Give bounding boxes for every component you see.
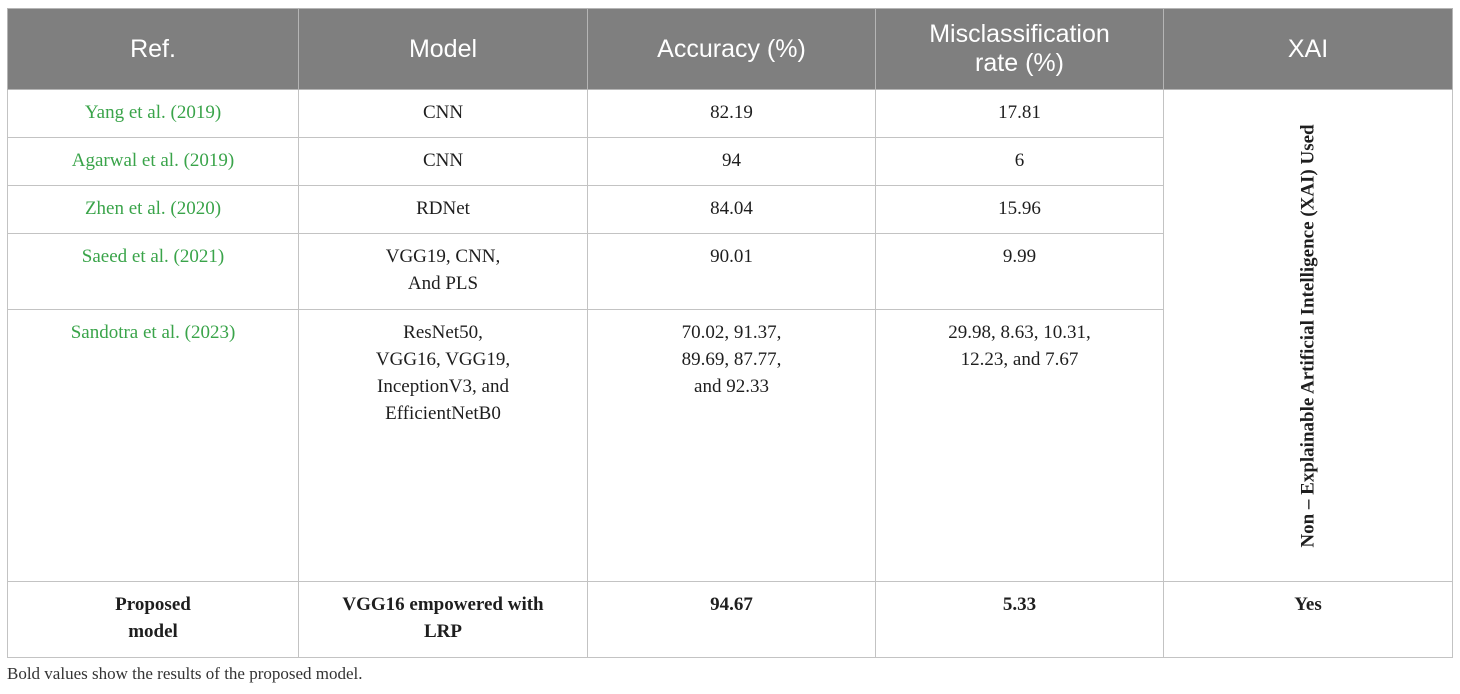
model-cell	[299, 90, 588, 138]
accuracy-line: 89.69, 87.77,	[681, 349, 782, 370]
proposed-misclass: 5.33	[876, 582, 1164, 658]
accuracy-line: 84.04	[710, 198, 753, 219]
accuracy-line: 82.19	[710, 102, 753, 123]
table-footnote: Bold values show the results of the proposed model.	[7, 664, 363, 683]
proposed-xai: Yes	[1164, 582, 1453, 658]
accuracy-cell	[588, 186, 876, 234]
model-line: VGG19, CNN,	[385, 246, 501, 267]
proposed-model-line: LRP	[424, 621, 462, 642]
model-line: RDNet	[416, 198, 470, 219]
proposed-model-cell	[299, 582, 588, 658]
ref-link[interactable]: Zhen et al. (2020)	[8, 186, 299, 234]
model-line: CNN	[422, 150, 464, 171]
ref-link[interactable]: Sandotra et al. (2023)	[8, 310, 299, 582]
proposed-model-line: VGG16 empowered with	[342, 594, 544, 615]
header-accuracy: Accuracy (%)	[588, 9, 876, 90]
model-cell	[299, 186, 588, 234]
accuracy-line: 90.01	[710, 246, 753, 267]
accuracy-line: 94	[722, 150, 741, 171]
accuracy-cell	[588, 90, 876, 138]
model-cell	[299, 138, 588, 186]
accuracy-cell	[588, 310, 876, 582]
model-line: CNN	[422, 102, 464, 123]
accuracy-cell	[588, 234, 876, 310]
accuracy-line: and 92.33	[694, 376, 769, 397]
ref-link[interactable]: Saeed et al. (2021)	[8, 234, 299, 310]
proposed-accuracy: 94.67	[588, 582, 876, 658]
proposed-ref-cell	[8, 582, 299, 658]
misclass-line: 15.96	[998, 198, 1041, 219]
proposed-model-row	[8, 582, 1453, 658]
proposed-ref-line: model	[128, 621, 178, 642]
model-line: ResNet50,	[403, 322, 483, 343]
header-misclassification-text: Misclassification rate (%)	[929, 20, 1110, 77]
comparison-table	[7, 8, 1453, 658]
ref-link[interactable]: Yang et al. (2019)	[8, 90, 299, 138]
model-line: VGG16, VGG19,	[375, 349, 511, 370]
model-line: InceptionV3, and	[377, 376, 509, 397]
misclass-line: 29.98, 8.63, 10.31,	[948, 322, 1091, 343]
header-ref: Ref.	[8, 9, 299, 90]
model-line: And PLS	[407, 273, 479, 294]
xai-merged-cell	[1164, 90, 1453, 582]
misclass-cell	[876, 234, 1164, 310]
proposed-ref-line: Proposed	[115, 594, 191, 615]
misclass-line: 12.23, and 7.67	[960, 349, 1079, 370]
model-line: EfficientNetB0	[385, 403, 501, 424]
model-cell	[299, 234, 588, 310]
misclass-cell	[876, 186, 1164, 234]
accuracy-cell	[588, 138, 876, 186]
ref-link[interactable]: Agarwal et al. (2019)	[8, 138, 299, 186]
model-cell	[299, 310, 588, 582]
misclass-cell	[876, 310, 1164, 582]
misclass-cell	[876, 90, 1164, 138]
header-xai: XAI	[1164, 9, 1453, 90]
xai-vertical-text: Non – Explainable Artificial Intelligence (XAI) Used	[1297, 123, 1319, 548]
accuracy-line: 70.02, 91.37,	[681, 322, 782, 343]
header-misclassification	[876, 9, 1164, 90]
misclass-line: 6	[1014, 150, 1025, 171]
misclass-line: 9.99	[1002, 246, 1037, 267]
header-model: Model	[299, 9, 588, 90]
table-row	[8, 90, 1453, 138]
header-row	[8, 9, 1453, 90]
misclass-line: 17.81	[998, 102, 1041, 123]
misclass-cell	[876, 138, 1164, 186]
